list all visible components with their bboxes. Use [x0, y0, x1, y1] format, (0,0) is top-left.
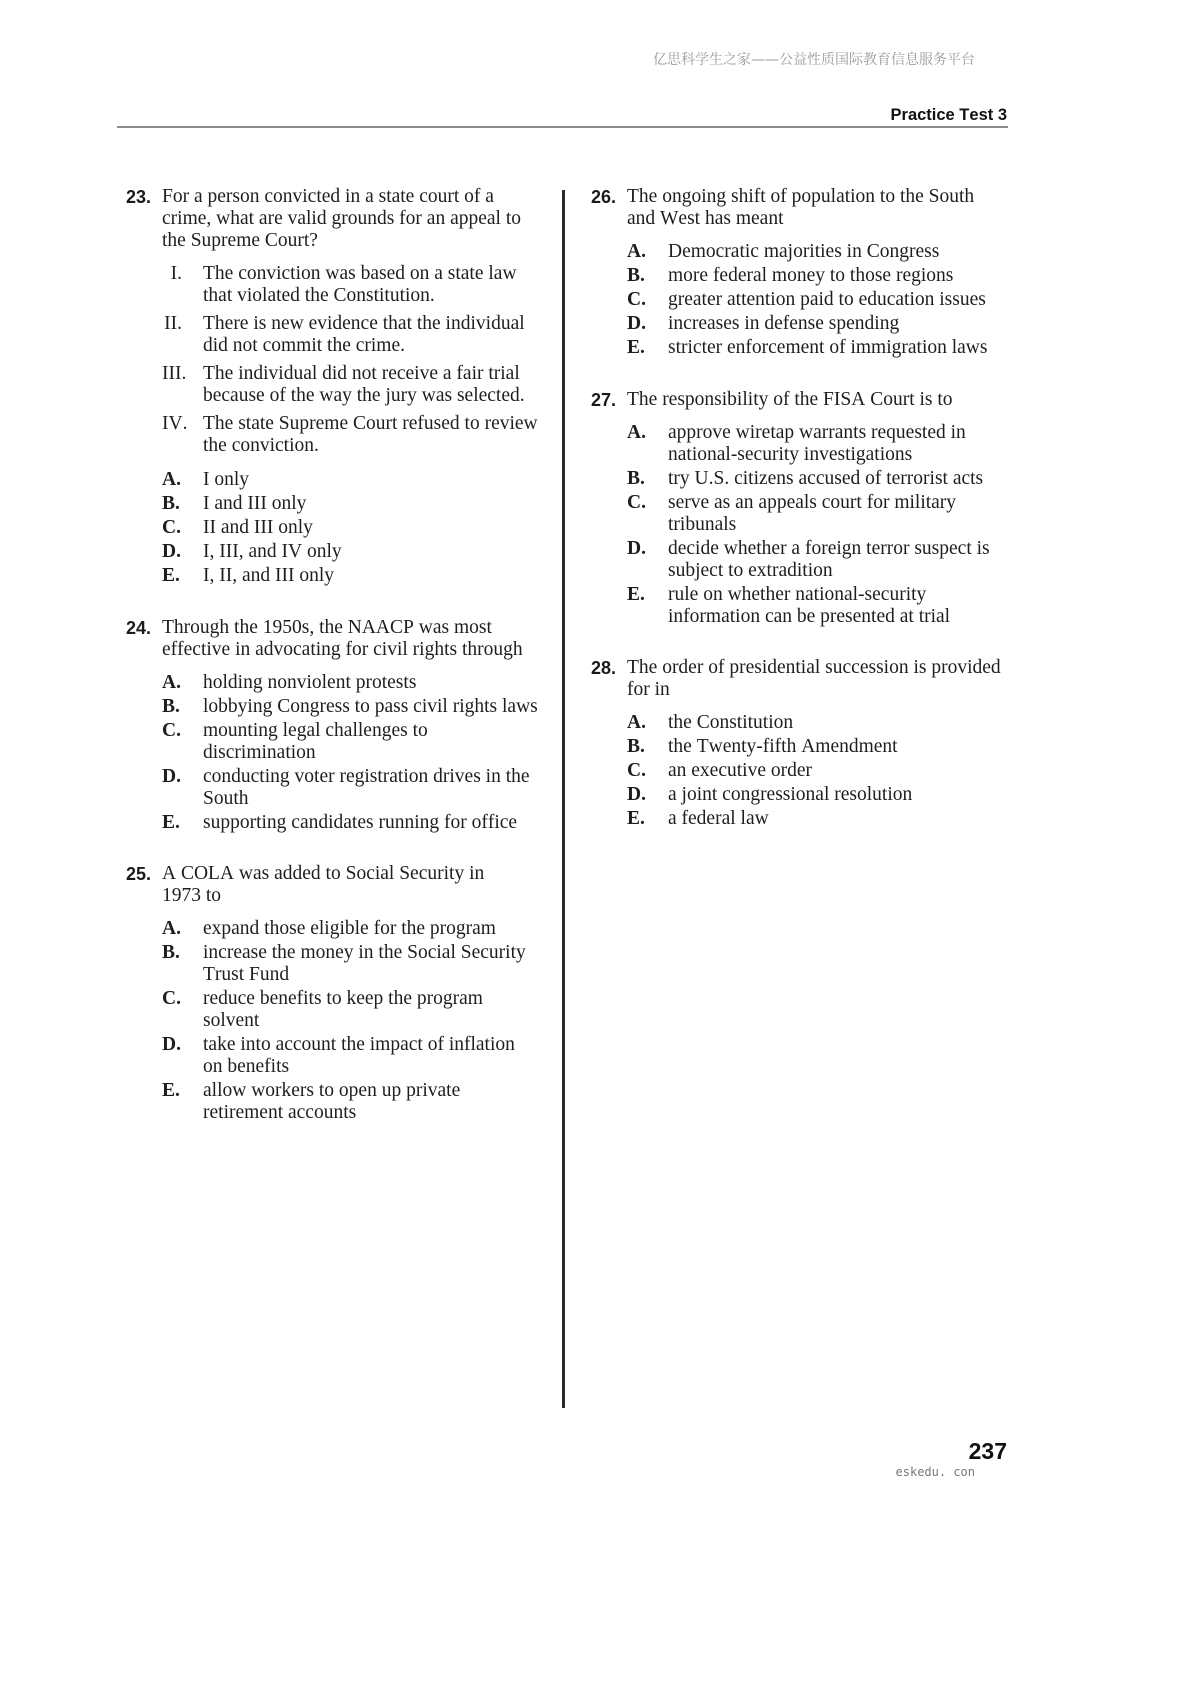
statement-text: The state Supreme Court refused to review the conviction.: [203, 413, 538, 456]
choice-letter: C.: [627, 491, 646, 513]
choice-letter: A.: [162, 918, 181, 939]
choice-text: mounting legal challenges to discrimination: [203, 719, 428, 763]
choice-text: the Constitution: [668, 712, 794, 733]
choice-text: I only: [203, 469, 250, 490]
answer-choice-e: [162, 812, 556, 834]
question-stem: Through the 1950s, the NAACP was most effective in advocating for civil rights through: [162, 616, 523, 660]
choice-text: I, II, and III only: [203, 565, 335, 586]
choice-text: try U.S. citizens accused of terrorist acts: [668, 467, 984, 489]
page-number: 237: [968, 1438, 1007, 1464]
choice-letter: D.: [627, 784, 646, 805]
answer-choice-d: [162, 541, 556, 563]
choice-letter: B.: [627, 467, 645, 489]
choice-letter: D.: [627, 537, 646, 559]
question-25: [126, 863, 556, 1124]
choice-letter: B.: [162, 493, 180, 514]
choice-text: approve wiretap warrants requested in national-security investigations: [668, 421, 966, 465]
choice-letter: D.: [627, 313, 646, 334]
left-column: [126, 186, 556, 1124]
header-rule: [117, 126, 1008, 128]
statement-text: There is new evidence that the individual did not commit the crime.: [203, 313, 525, 356]
choice-letter: B.: [627, 736, 645, 757]
choice-text: a joint congressional resolution: [668, 784, 913, 805]
choice-text: expand those eligible for the program: [203, 918, 496, 939]
choice-letter: B.: [162, 695, 180, 717]
answer-choice-e: [162, 565, 556, 587]
answer-choice-e: [627, 584, 1021, 628]
answer-choice-b: [627, 265, 1021, 287]
answer-choice-c: [627, 760, 1021, 782]
choice-letter: E.: [162, 1080, 180, 1101]
choice-text: a federal law: [668, 808, 769, 829]
column-divider: [562, 190, 565, 1408]
choice-letter: C.: [627, 289, 646, 310]
answer-choice-c: [162, 720, 556, 764]
choice-letter: E.: [627, 808, 645, 829]
header-watermark: 亿思科学生之家——公益性质国际教育信息服务平台: [653, 52, 975, 68]
answer-choices: [627, 241, 1021, 359]
choice-text: rule on whether national-security information can be presented at trial: [668, 583, 951, 627]
answer-choices: [627, 422, 1021, 628]
choice-letter: C.: [162, 517, 181, 538]
statement-text: The individual did not receive a fair trial because of the way the jury was selected.: [203, 363, 525, 406]
answer-choice-a: [162, 918, 556, 940]
statement-item: [162, 413, 556, 457]
choice-letter: E.: [162, 811, 180, 833]
choice-letter: E.: [627, 337, 645, 358]
choice-letter: B.: [162, 942, 180, 963]
answer-choice-a: [162, 469, 556, 491]
choice-letter: C.: [627, 760, 646, 781]
question-number: 23.: [126, 187, 152, 207]
choice-text: greater attention paid to education issues: [668, 289, 986, 310]
choice-text: an executive order: [668, 760, 813, 781]
question-27: [591, 389, 1021, 628]
choice-text: serve as an appeals court for military tribunals: [668, 491, 957, 535]
choice-text: increases in defense spending: [668, 313, 900, 334]
statement-item: [162, 313, 556, 357]
choice-letter: A.: [627, 241, 646, 262]
choice-text: allow workers to open up private retirement accounts: [203, 1080, 461, 1123]
answer-choice-a: [627, 241, 1021, 263]
choice-text: more federal money to those regions: [668, 265, 954, 286]
choice-text: lobbying Congress to pass civil rights laws: [203, 695, 538, 717]
choice-text: take into account the impact of inflation on benefits: [203, 1034, 515, 1077]
statement-numeral: IV.: [162, 413, 188, 434]
answer-choices: [627, 712, 1021, 830]
question-stem: For a person convicted in a state court of a crime, what are valid grounds for an appeal to the Supreme Court?: [162, 186, 521, 251]
question-number: 25.: [126, 864, 152, 884]
answer-choice-a: [627, 712, 1021, 734]
question-stem: The ongoing shift of population to the South and West has meant: [627, 186, 975, 229]
question-23: [126, 186, 556, 587]
answer-choice-d: [627, 784, 1021, 806]
choice-letter: C.: [162, 988, 181, 1009]
question-number: 27.: [591, 389, 617, 410]
question-26: [591, 186, 1021, 359]
answer-choice-b: [162, 696, 556, 718]
answer-choice-c: [162, 988, 556, 1032]
right-column: [591, 186, 1021, 830]
footer-site-text: eskedu. con: [895, 1465, 975, 1479]
question-stem: A COLA was added to Social Security in 1973 to: [162, 863, 485, 906]
choice-letter: D.: [162, 541, 181, 562]
choice-letter: A.: [162, 671, 181, 693]
answer-choices: [162, 918, 556, 1124]
choice-text: increase the money in the Social Security Trust Fund: [203, 942, 526, 985]
statement-numeral: II.: [164, 313, 182, 334]
answer-choice-c: [627, 492, 1021, 536]
question-number: 24.: [126, 617, 152, 638]
choice-letter: A.: [627, 712, 646, 733]
choice-text: holding nonviolent protests: [203, 671, 417, 693]
choice-letter: A.: [162, 469, 181, 490]
answer-choice-c: [627, 289, 1021, 311]
statement-text: The conviction was based on a state law that violated the Constitution.: [203, 263, 517, 306]
question-number: 26.: [591, 187, 617, 207]
choice-text: the Twenty-fifth Amendment: [668, 736, 898, 757]
choice-text: supporting candidates running for office: [203, 811, 518, 833]
statement-list: [162, 263, 556, 457]
question-number: 28.: [591, 658, 617, 678]
choice-text: I, III, and IV only: [203, 541, 342, 562]
choice-text: decide whether a foreign terror suspect is subject to extradition: [668, 537, 990, 581]
answer-choice-b: [627, 468, 1021, 490]
choice-text: conducting voter registration drives in the South: [203, 765, 530, 809]
answer-choices: [162, 469, 556, 587]
choice-text: I and III only: [203, 493, 307, 514]
answer-choice-d: [627, 538, 1021, 582]
answer-choice-d: [162, 1034, 556, 1078]
choice-text: stricter enforcement of immigration laws: [668, 337, 988, 358]
choice-letter: E.: [627, 583, 645, 605]
statement-item: [162, 363, 556, 407]
question-stem: The order of presidential succession is provided for in: [627, 657, 1001, 700]
statement-item: [162, 263, 556, 307]
choice-text: Democratic majorities in Congress: [668, 241, 940, 262]
choice-letter: B.: [627, 265, 645, 286]
answer-choice-e: [162, 1080, 556, 1124]
answer-choice-b: [162, 942, 556, 986]
answer-choice-a: [627, 422, 1021, 466]
choice-text: II and III only: [203, 517, 313, 538]
choice-letter: D.: [162, 765, 181, 787]
question-28: [591, 657, 1021, 830]
choice-letter: A.: [627, 421, 646, 443]
answer-choice-c: [162, 517, 556, 539]
answer-choice-b: [627, 736, 1021, 758]
answer-choice-d: [162, 766, 556, 810]
question-stem: The responsibility of the FISA Court is to: [627, 388, 953, 410]
answer-choice-b: [162, 493, 556, 515]
choice-text: reduce benefits to keep the program solvent: [203, 988, 483, 1031]
statement-numeral: I.: [170, 263, 182, 284]
choice-letter: E.: [162, 565, 180, 586]
answer-choice-e: [627, 337, 1021, 359]
question-24: [126, 617, 556, 834]
statement-numeral: III.: [162, 363, 187, 384]
choice-letter: C.: [162, 719, 181, 741]
answer-choice-d: [627, 313, 1021, 335]
answer-choices: [162, 672, 556, 834]
answer-choice-e: [627, 808, 1021, 830]
choice-letter: D.: [162, 1034, 181, 1055]
answer-choice-a: [162, 672, 556, 694]
section-title: Practice Test 3: [890, 106, 1007, 124]
